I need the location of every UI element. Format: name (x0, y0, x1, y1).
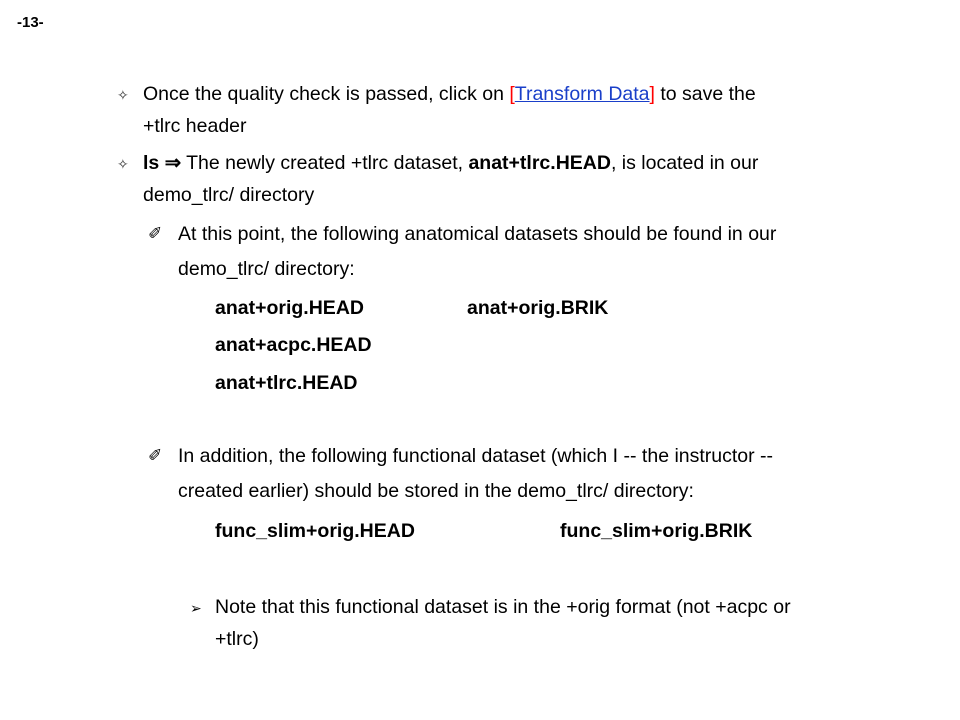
bullet-transform-line1 (143, 82, 756, 106)
bullet-ls-line2: demo_tlrc/ directory (143, 184, 315, 206)
bullet-transform-suffix: to save the (654, 83, 756, 105)
open-diamond-bullet-icon: ✧ (117, 87, 129, 103)
func-slim-orig-head: func_slim+orig.HEAD (215, 520, 415, 542)
tlrc-dataset-name: anat+tlrc.HEAD (468, 152, 611, 174)
anat-orig-head: anat+orig.HEAD (215, 297, 364, 319)
anat-orig-brik: anat+orig.BRIK (467, 297, 609, 319)
bullet-ls-line1 (143, 151, 758, 175)
anat-acpc-head: anat+acpc.HEAD (215, 334, 372, 356)
arrowhead-bullet-icon: ➢ (190, 600, 202, 616)
page-number: -13- (17, 14, 44, 31)
bracket-open: [ (509, 83, 515, 105)
anat-tlrc-head: anat+tlrc.HEAD (215, 372, 358, 394)
double-right-arrow-icon: ⇒ (164, 152, 182, 174)
bullet-transform-prefix: Once the quality check is passed, click on (143, 83, 510, 105)
note-line1: Note that this functional dataset is in the +orig format (not +acpc or (215, 596, 791, 618)
ls-command: ls (143, 152, 160, 174)
bullet-transform-line2: +tlrc header (143, 115, 247, 137)
functional-dataset-line1: In addition, the following functional dataset (which I -- the instructor -- (178, 445, 774, 467)
open-diamond-bullet-icon: ✧ (117, 156, 129, 172)
bracket-close: ] (649, 83, 655, 105)
transform-data-button[interactable]: Transform Data (514, 83, 650, 105)
anat-datasets-line1: At this point, the following anatomical datasets should be found in our (178, 223, 777, 245)
note-line2: +tlrc) (215, 628, 259, 650)
bullet-ls-text-b: , is located in our (610, 152, 759, 174)
bullet-ls-text-a: The newly created +tlrc dataset, (181, 152, 469, 174)
pen-check-bullet-icon: ✐ (148, 224, 163, 243)
functional-dataset-line2: created earlier) should be stored in the demo_tlrc/ directory: (178, 480, 694, 502)
func-slim-orig-brik: func_slim+orig.BRIK (560, 520, 753, 542)
anat-datasets-line2: demo_tlrc/ directory: (178, 258, 355, 280)
pen-check-bullet-icon: ✐ (148, 446, 163, 465)
